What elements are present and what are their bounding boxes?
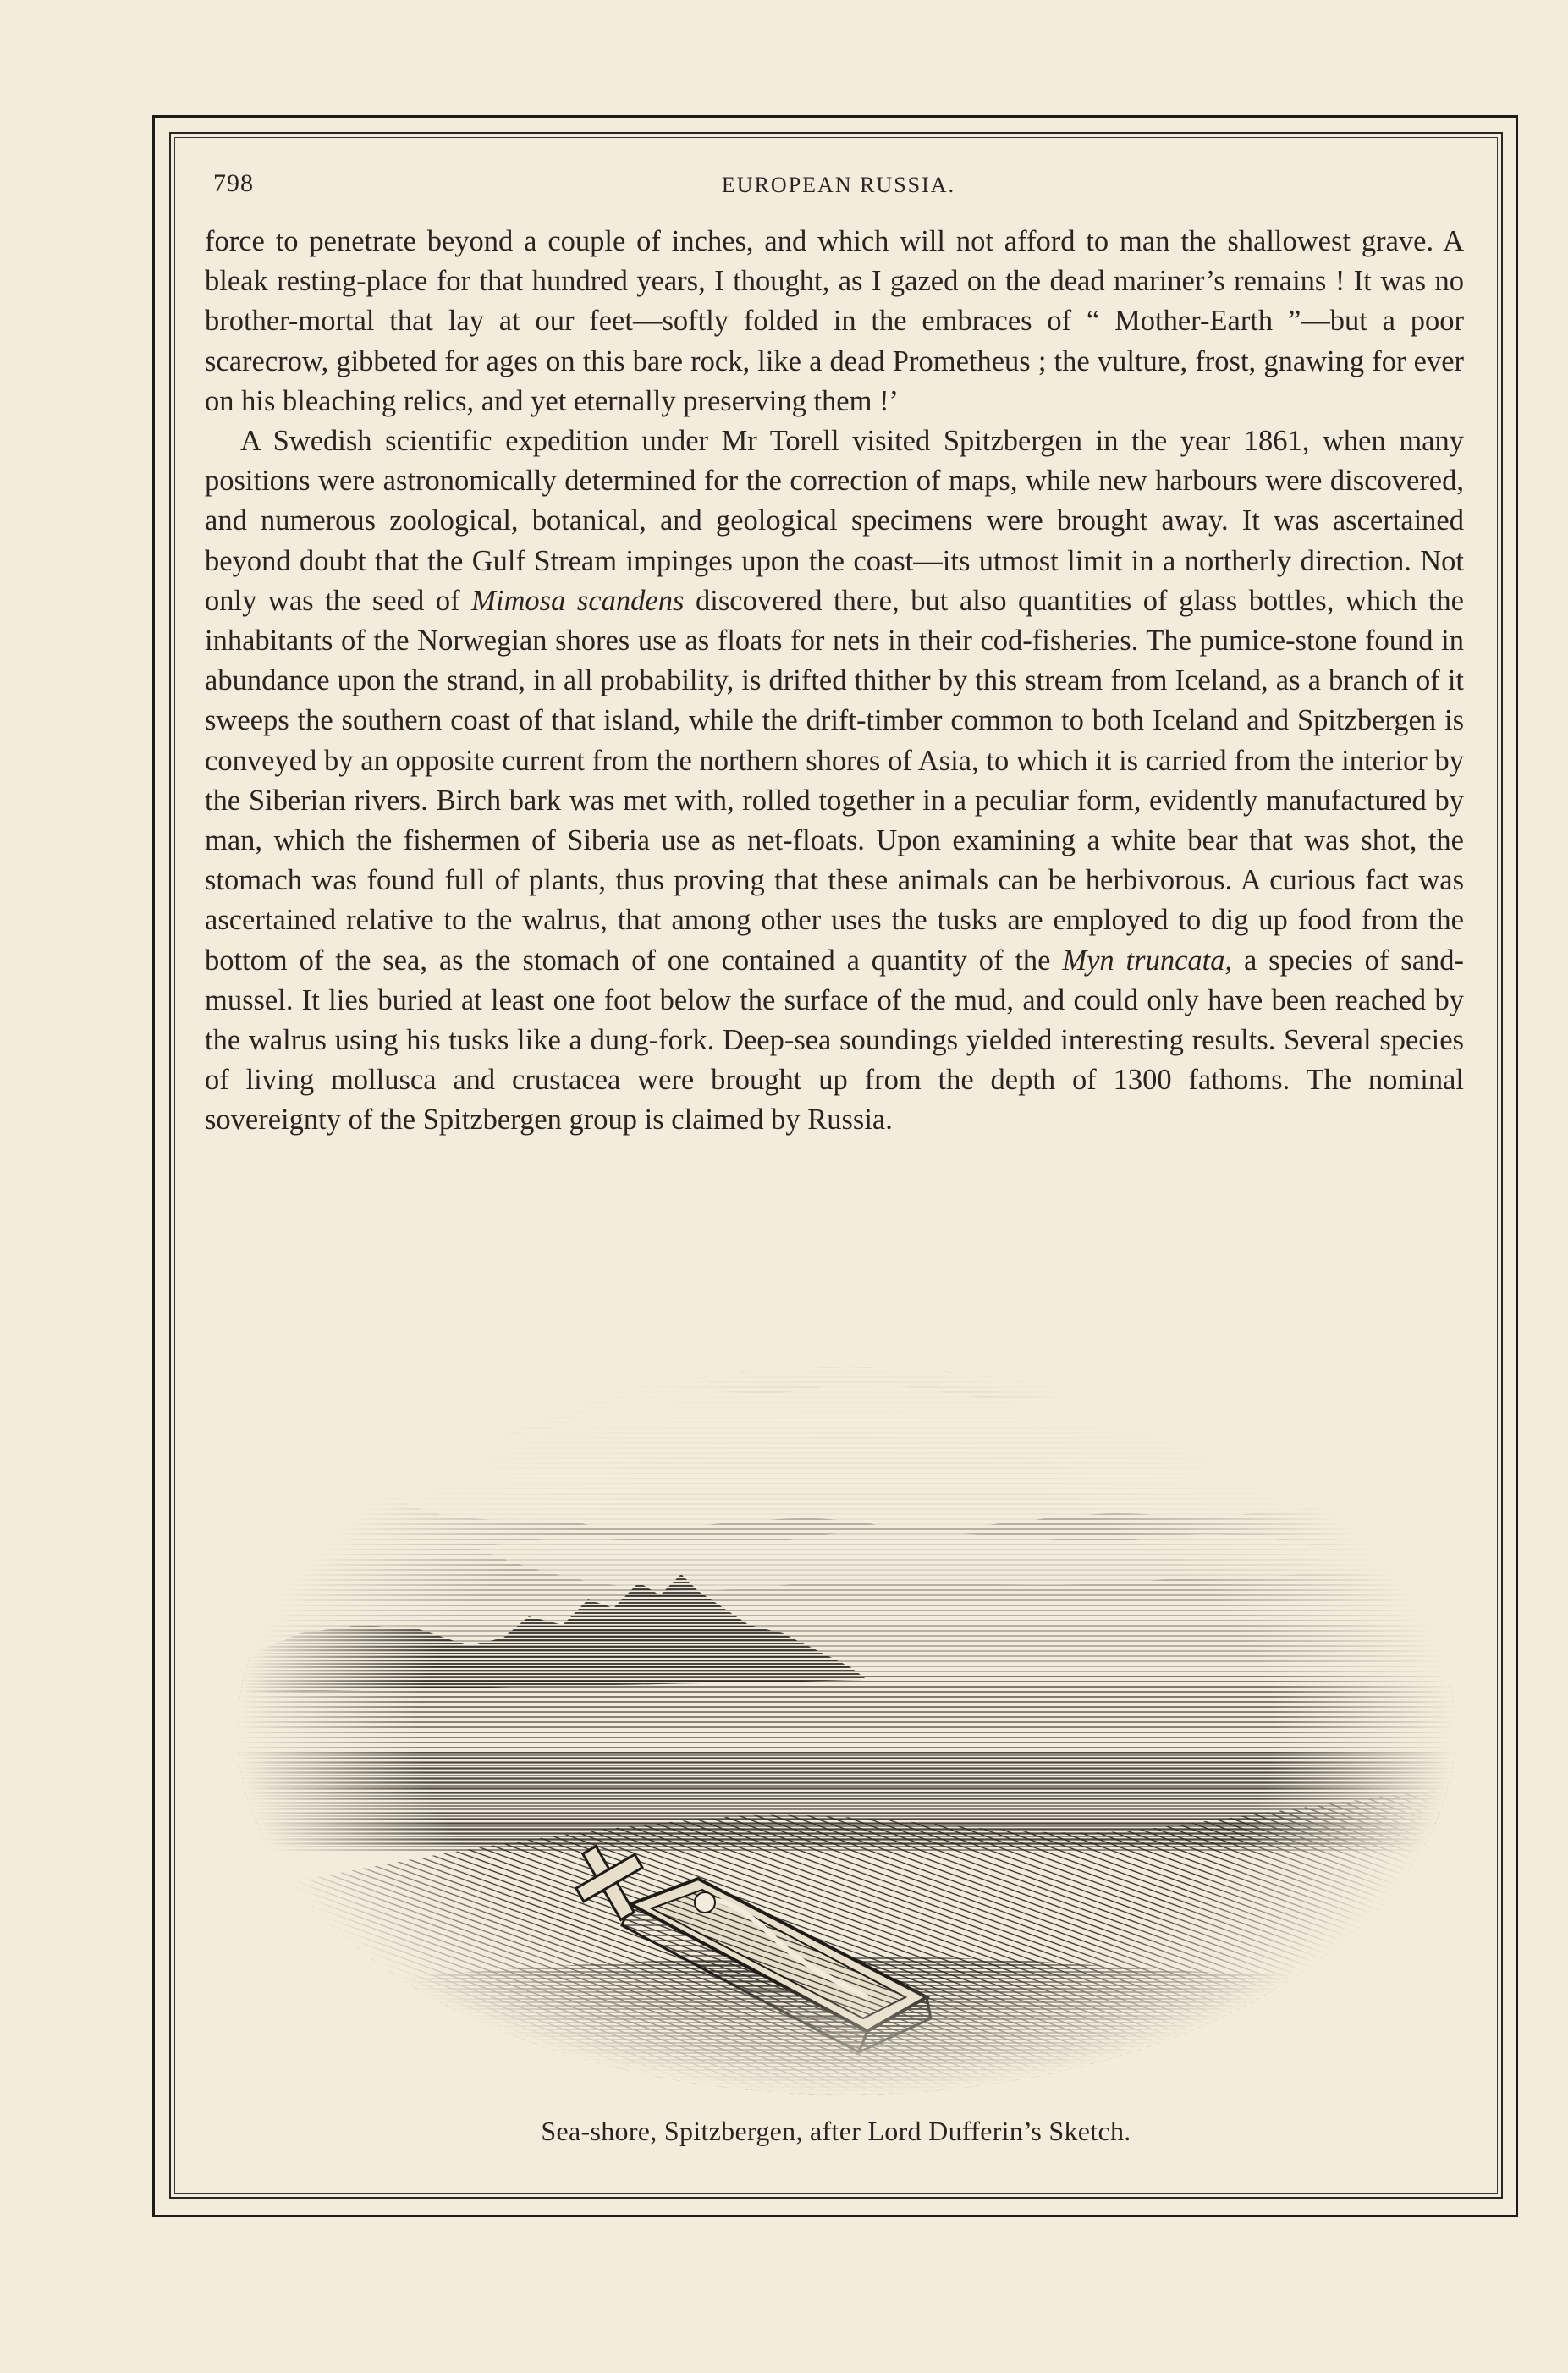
page-header-title: EUROPEAN RUSSIA.	[721, 173, 956, 197]
engraving-illustration	[224, 1354, 1468, 2107]
paragraph-2-text-b: discovered there, but also quantities of glass bottles, which the inhabitants of the Norwegian shores use as floats for nets in their cod-fisheries. The pumice-stone found in abundance upon the strand, in all probability, is drifted thither by this stream from Iceland, as a branch of it sweeps the southern coast of that island, while the drift-timber common to both Iceland and Spitzbergen is conveyed by an opposite current from the northern shores of Asia, to which it is carried from the interior by the Siberian rivers. Birch bark was met with, rolled together in a peculiar form, evidently manufactured by man, which the fishermen of Siberia use as net-floats. Upon examining a white bear that was shot, the stomach was found full of plants, thus proving that these animals can be herbivorous. A curious fact was ascertained relative to the walrus, that among other uses the tusks are employed to dig up food from the bottom of the sea, as the stomach of one contained a quantity of the	[205, 584, 1464, 977]
illustration-caption: Sea-shore, Spitzbergen, after Lord Dufferin’s Sketch.	[541, 2116, 1131, 2146]
paragraph-2-text-a: A Swedish scientific expedition under Mr Torell visited Spitzbergen in the year 1861, when many positions were astronomically determined for the correction of maps, while new harbours were discovered, and numerous zoological, botanical, and geological specimens were brought away. It was ascertained beyond doubt that the Gulf Stream impinges upon the coast—its utmost limit in a northerly direction. Not only was the seed of	[205, 425, 1464, 617]
italic-species-mimosa: Mimosa scandens	[471, 584, 685, 617]
body-text	[205, 222, 1464, 1141]
italic-species-mya: Myn truncata,	[1062, 944, 1233, 977]
paragraph-1: force to penetrate beyond a couple of inches, and which will not afford to man the shallowest grave. A bleak resting-place for that hundred years, I thought, as I gazed on the dead mariner’s remains ! It was no brother-mortal that lay at our feet—softly folded in the embraces of “ Mother-Earth ”—but a poor scarecrow, gibbeted for ages on this bare rock, like a dead Prometheus ; the vulture, frost, gnawing for ever on his bleaching relics, and yet eternally preserving them !’	[205, 225, 1464, 417]
paragraph-2	[205, 421, 1464, 1141]
engraving-svg	[224, 1354, 1468, 2107]
paragraph-2-text-c: a species of sand-mussel. It lies buried at least one foot below the surface of the mud, and could only have been reached by the walrus using his tusks like a dung-fork. Deep-sea soundings yielded interesting results. Several species of living mollusca and crustacea were brought up from the depth of 1300 fathoms. The nominal sovereignty of the Spitzbergen group is claimed by Russia.	[205, 944, 1465, 1137]
page-number: 798	[213, 169, 254, 197]
running-head	[213, 169, 1464, 203]
